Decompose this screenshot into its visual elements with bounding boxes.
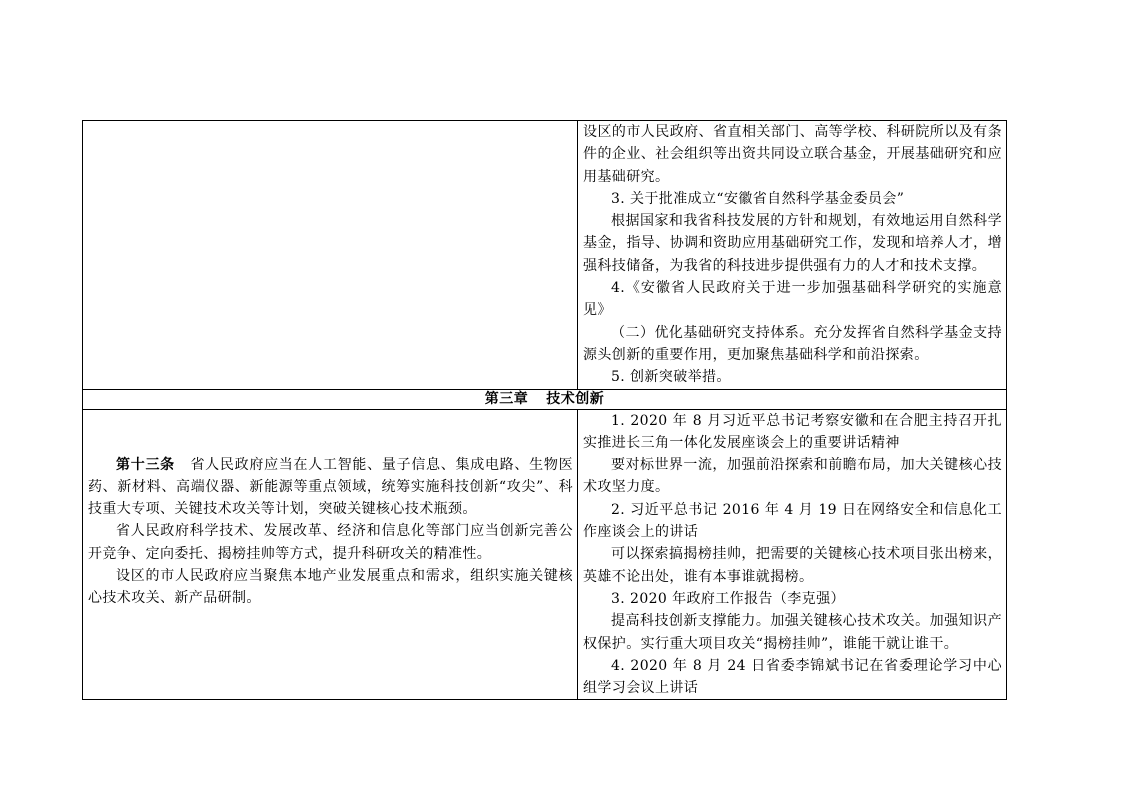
basis-paragraph: 4. 2020 年 8 月 24 日省委李锦斌书记在省委理论学习中心组学习会议上讲话 <box>583 657 1002 697</box>
basis-paragraph: 2. 习近平总书记 2016 年 4 月 19 日在网络安全和信息化工作座谈会上的讲话 <box>583 501 1002 541</box>
regulation-cell <box>83 409 578 700</box>
basis-paragraph: 5. 创新突破举措。 <box>611 369 731 386</box>
basis-paragraph: 1. 2020 年 8 月习近平总书记考察安徽和在合肥主持召开扎实推进长三角一体化发展座谈会上的重要讲话精神 <box>583 412 1002 451</box>
basis-paragraph: 要对标世界一流，加强前沿探索和前瞻布局，加大关键核心技术攻坚力度。 <box>583 457 1002 496</box>
basis-text <box>578 410 1006 700</box>
article-paragraph: 省人民政府科学技术、发展改革、经济和信息化等部门应当创新完善公开竞争、定向委托、揭榜挂帅等方式，提升科研攻关的精准性。 <box>88 523 573 562</box>
article-paragraph: 设区的市人民政府应当聚焦本地产业发展重点和需求，组织实施关键核心技术攻关、新产品研制。 <box>88 568 573 607</box>
basis-text <box>578 121 1006 389</box>
chapter-number: 第三章 <box>484 390 529 407</box>
article-text: 省人民政府应当在人工智能、量子信息、集成电路、生物医药、新材料、高端仪器、新能源等重点领域，统筹实施科技创新“攻尖”、科技重大专项、关键技术攻关等计划，突破关键核心技术瓶颈。 <box>88 456 573 518</box>
table-row <box>83 409 1007 700</box>
article-label: 第十三条 <box>116 456 175 473</box>
basis-paragraph: （二）优化基础研究支持体系。充分发挥省自然科学基金支持源头创新的重要作用，更加聚焦基础科学和前沿探索。 <box>583 324 1002 363</box>
regulation-cell <box>83 121 578 390</box>
basis-cell <box>578 121 1007 390</box>
basis-paragraph: 3. 关于批准成立“安徽省自然科学基金委员会” <box>611 190 905 207</box>
chapter-row <box>83 389 1007 409</box>
article-paragraph <box>88 454 573 521</box>
basis-paragraph: 4.《安徽省人民政府关于进一步加强基础科学研究的实施意见》 <box>583 280 1002 319</box>
basis-paragraph: 根据国家和我省科技发展的方针和规划，有效地运用自然科学基金，指导、协调和资助应用基础研究工作，发现和培养人才，增强科技储备，为我省的科技进步提供强有力的人才和技术支撑。 <box>583 213 1002 274</box>
regulation-comparison-table <box>82 120 1007 700</box>
chapter-heading <box>83 389 1007 409</box>
basis-paragraph: 可以探索搞揭榜挂帅，把需要的关键核心技术项目张出榜来，英雄不论出处，谁有本事谁就揭榜。 <box>583 546 1002 585</box>
basis-paragraph: 设区的市人民政府、省直相关部门、高等学校、科研院所以及有条件的企业、社会组织等出资共同设立联合基金，开展基础研究和应用基础研究。 <box>583 124 1002 185</box>
table-row <box>83 121 1007 390</box>
regulation-text <box>83 410 577 610</box>
basis-paragraph: 提高科技创新支撑能力。加强关键核心技术攻关。加强知识产权保护。实行重大项目攻关“揭榜挂帅”，谁能干就让谁干。 <box>583 613 1002 652</box>
basis-paragraph: 3. 2020 年政府工作报告（李克强） <box>611 590 845 607</box>
basis-cell <box>578 409 1007 700</box>
chapter-title: 技术创新 <box>546 390 605 407</box>
